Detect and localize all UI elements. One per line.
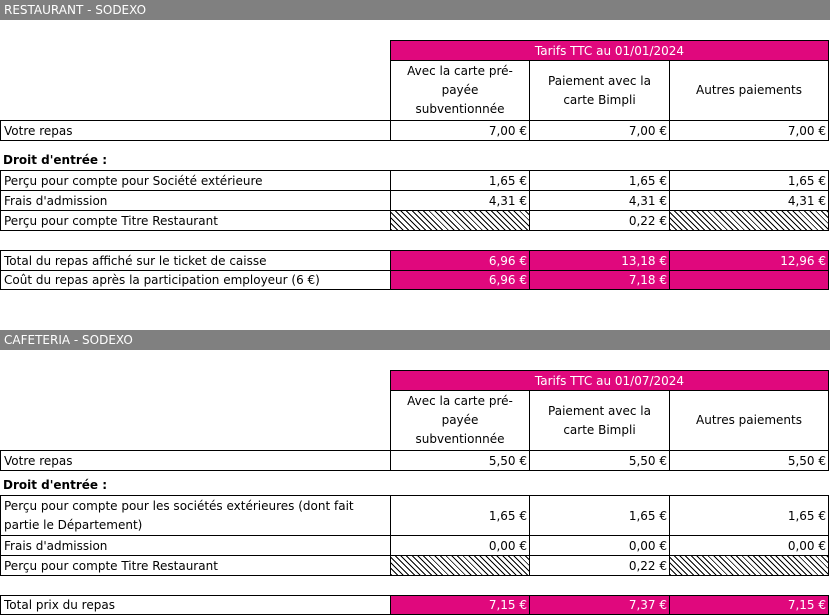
restaurant-repas-label: Votre repas [0,120,390,141]
restaurant-percu-ext-bimpli: 1,65 € [529,170,669,190]
cafeteria-titre-other-hatched [669,555,829,576]
cafeteria-frais-other: 0,00 € [669,535,829,555]
cafeteria-section-header: CAFETERIA - SODEXO [0,330,830,350]
cafeteria-frais-prepaid: 0,00 € [390,535,529,555]
restaurant-col-header-prepaid: Avec la carte pré-payée subventionnée [390,60,529,120]
restaurant-total-bimpli: 13,18 € [529,250,669,270]
cafeteria-total-prepaid: 7,15 € [390,595,529,615]
cafeteria-total-label: Total prix du repas [0,595,390,615]
cafeteria-titre-label: Perçu pour compte Titre Restaurant [0,555,390,576]
restaurant-percu-ext-prepaid: 1,65 € [390,170,529,190]
restaurant-total-label: Total du repas affiché sur le ticket de caisse [0,250,390,270]
cafeteria-col-header-other: Autres paiements [669,390,829,450]
cafeteria-total-other: 7,15 € [669,595,829,615]
restaurant-col-header-bimpli: Paiement avec la carte Bimpli [529,60,669,120]
cafeteria-col-header-prepaid: Avec la carte pré-payée subventionnée [390,390,529,450]
restaurant-cout-prepaid: 6,96 € [390,270,529,290]
cafeteria-droit-entree-label: Droit d'entrée : [3,478,108,492]
cafeteria-tarif-title: Tarifs TTC au 01/07/2024 [390,370,829,390]
restaurant-percu-ext-label: Perçu pour compte pour Société extérieure [0,170,390,190]
cafeteria-repas-bimpli: 5,50 € [529,450,669,471]
restaurant-repas-other: 7,00 € [669,120,829,141]
cafeteria-percu-ext-other: 1,65 € [669,495,829,535]
restaurant-droit-entree-label: Droit d'entrée : [3,153,108,167]
restaurant-cout-other-empty [669,270,829,290]
restaurant-tarif-title: Tarifs TTC au 01/01/2024 [390,40,829,60]
cafeteria-percu-ext-prepaid: 1,65 € [390,495,529,535]
restaurant-frais-label: Frais d'admission [0,190,390,210]
restaurant-total-prepaid: 6,96 € [390,250,529,270]
restaurant-titre-label: Perçu pour compte Titre Restaurant [0,210,390,231]
restaurant-percu-ext-other: 1,65 € [669,170,829,190]
cafeteria-total-bimpli: 7,37 € [529,595,669,615]
restaurant-section-header: RESTAURANT - SODEXO [0,0,830,20]
restaurant-total-other: 12,96 € [669,250,829,270]
restaurant-frais-prepaid: 4,31 € [390,190,529,210]
restaurant-repas-prepaid: 7,00 € [390,120,529,141]
cafeteria-percu-ext-label: Perçu pour compte pour les sociétés extérieures (dont fait partie le Département) [0,495,390,535]
cafeteria-titre-prepaid-hatched [390,555,529,576]
restaurant-col-header-other: Autres paiements [669,60,829,120]
restaurant-titre-bimpli: 0,22 € [529,210,669,231]
restaurant-titre-prepaid-hatched [390,210,529,231]
cafeteria-repas-other: 5,50 € [669,450,829,471]
restaurant-titre-other-hatched [669,210,829,231]
restaurant-frais-bimpli: 4,31 € [529,190,669,210]
restaurant-cout-label: Coût du repas après la participation employeur (6 €) [0,270,390,290]
cafeteria-frais-bimpli: 0,00 € [529,535,669,555]
cafeteria-percu-ext-bimpli: 1,65 € [529,495,669,535]
restaurant-repas-bimpli: 7,00 € [529,120,669,141]
cafeteria-repas-prepaid: 5,50 € [390,450,529,471]
cafeteria-titre-bimpli: 0,22 € [529,555,669,576]
restaurant-frais-other: 4,31 € [669,190,829,210]
cafeteria-repas-label: Votre repas [0,450,390,471]
cafeteria-frais-label: Frais d'admission [0,535,390,555]
restaurant-cout-bimpli: 7,18 € [529,270,669,290]
cafeteria-col-header-bimpli: Paiement avec la carte Bimpli [529,390,669,450]
